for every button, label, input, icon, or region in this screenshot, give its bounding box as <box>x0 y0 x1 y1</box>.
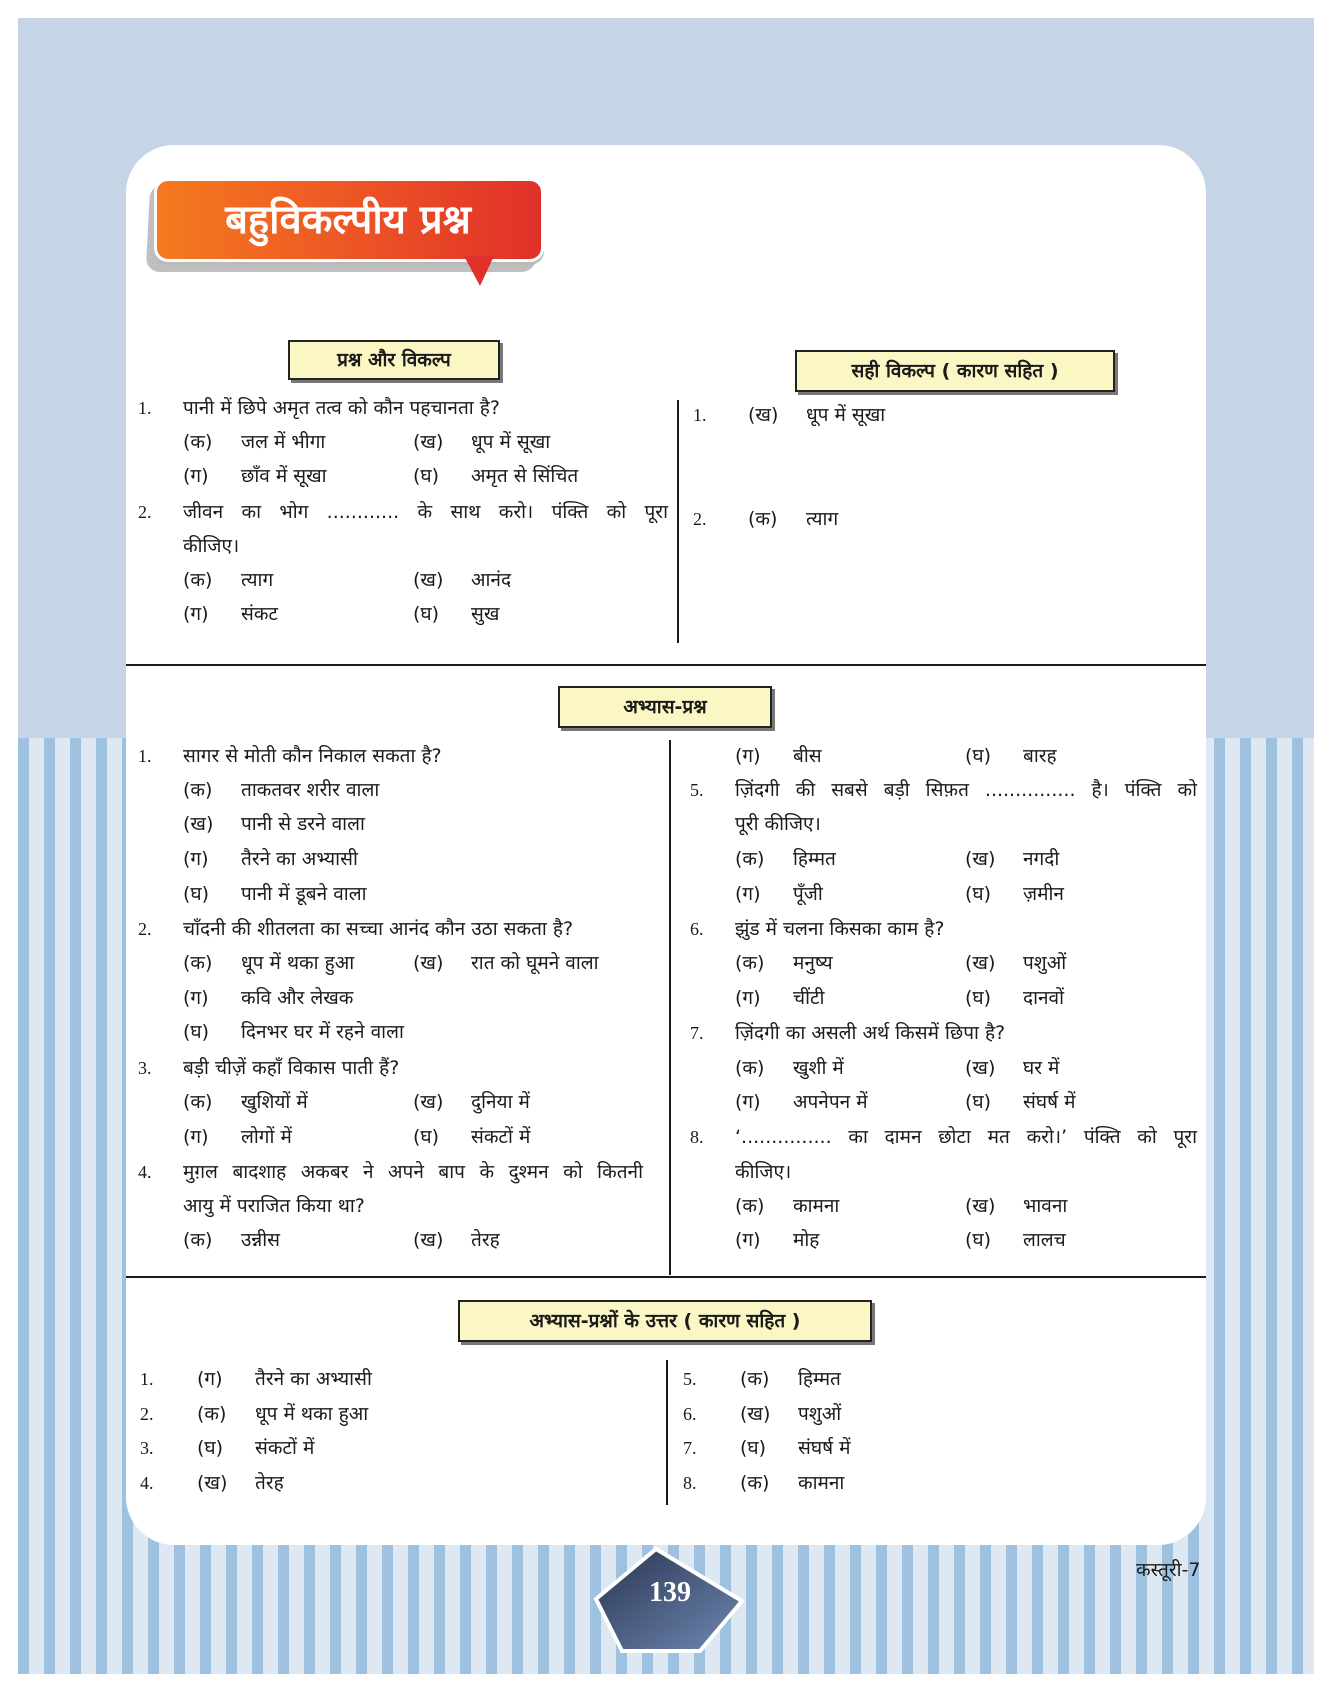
option: (ग) तैरने का अभ्यासी <box>183 848 358 870</box>
answer-number: 7. <box>683 1438 697 1458</box>
question-text: कीजिए। <box>735 1161 792 1183</box>
answer-number: 3. <box>140 1438 154 1458</box>
section-divider <box>126 664 1206 666</box>
answer: (ख) धूप में सूखा <box>748 404 886 426</box>
answer: (घ) संघर्ष में <box>740 1437 851 1459</box>
question-number: 4. <box>138 1162 152 1182</box>
option: (ख) भावना <box>965 1195 1068 1217</box>
answer-number: 8. <box>683 1473 697 1493</box>
question-number: 2. <box>138 919 152 939</box>
option: (ख) धूप में सूखा <box>413 431 551 453</box>
question-text: ‘............... का दामन छोटा मत करो।’ पंक्ति को पूरा <box>735 1126 1197 1148</box>
question-number: 5. <box>690 780 704 800</box>
option: (ग) संकट <box>183 603 279 625</box>
banner-title: बहुविकल्पीय प्रश्न <box>225 197 471 243</box>
question-text: जीवन का भोग ............ के साथ करो। पंक्ति को पूरा <box>183 501 668 523</box>
option: (घ) संघर्ष में <box>965 1091 1076 1113</box>
option: (क) खुशियों में <box>183 1091 308 1113</box>
answers-label: सही विकल्प ( कारण सहित ) <box>795 350 1115 392</box>
page-number-badge <box>590 1545 750 1655</box>
option: (घ) लालच <box>965 1229 1066 1251</box>
section-divider <box>126 1276 1206 1278</box>
answer: (क) हिम्मत <box>740 1368 841 1390</box>
question-text: पूरी कीजिए। <box>735 813 821 835</box>
answer: (क) कामना <box>740 1472 845 1494</box>
column-divider <box>669 740 671 1275</box>
option: (ग) चींटी <box>735 987 825 1009</box>
option: (क) जल में भीगा <box>183 431 326 453</box>
question-text: मुग़ल बादशाह अकबर ने अपने बाप के दुश्मन को कितनी <box>183 1161 643 1183</box>
question-text: आयु में पराजित किया था? <box>183 1195 365 1217</box>
option: (ख) नगदी <box>965 848 1060 870</box>
option: (ख) घर में <box>965 1057 1060 1079</box>
question-text: ज़िंदगी की सबसे बड़ी सिफ़त ............... है। पंक्ति को <box>735 779 1197 801</box>
answer: (घ) संकटों में <box>197 1437 315 1459</box>
question-text: ज़िंदगी का असली अर्थ किसमें छिपा है? <box>735 1022 1006 1044</box>
answer: (ख) तेरह <box>197 1472 284 1494</box>
practice-answers-label: अभ्यास-प्रश्नों के उत्तर ( कारण सहित ) <box>458 1300 872 1342</box>
option: (ख) रात को घूमने वाला <box>413 952 599 974</box>
question-text: बड़ी चीज़ें कहाँ विकास पाती हैं? <box>183 1057 400 1079</box>
question-text: सागर से मोती कौन निकाल सकता है? <box>183 745 442 767</box>
option: (ग) मोह <box>735 1229 820 1251</box>
option: (ग) पूँजी <box>735 883 823 905</box>
option: (ग) लोगों में <box>183 1126 292 1148</box>
option: (क) धूप में थका हुआ <box>183 952 355 974</box>
option: (घ) बारह <box>965 745 1057 767</box>
option: (ख) पशुओं <box>965 952 1067 974</box>
questions-label: प्रश्न और विकल्प <box>288 340 500 380</box>
column-divider <box>666 1360 668 1505</box>
answer: (ख) पशुओं <box>740 1403 842 1425</box>
question-number: 1. <box>138 398 152 418</box>
question-number: 7. <box>690 1023 704 1043</box>
question-text: पानी में छिपे अमृत तत्व को कौन पहचानता है? <box>183 397 500 419</box>
answer-number: 2. <box>140 1404 154 1424</box>
option: (क) मनुष्य <box>735 952 833 974</box>
option: (क) ताकतवर शरीर वाला <box>183 779 380 801</box>
option: (क) खुशी में <box>735 1057 844 1079</box>
question-text: झुंड में चलना किसका काम है? <box>735 918 945 940</box>
column-divider <box>677 400 679 643</box>
book-label: कस्तूरी-7 <box>1136 1559 1201 1581</box>
option: (क) हिम्मत <box>735 848 836 870</box>
option: (घ) दानवों <box>965 987 1065 1009</box>
answer-number: 2. <box>693 509 707 529</box>
option: (घ) पानी में डूबने वाला <box>183 883 367 905</box>
option: (घ) ज़मीन <box>965 883 1064 905</box>
option: (ख) दुनिया में <box>413 1091 530 1113</box>
option: (ग) बीस <box>735 745 822 767</box>
answer-number: 4. <box>140 1473 154 1493</box>
page-number: 139 <box>649 1577 691 1608</box>
option: (घ) सुख <box>413 603 500 625</box>
question-text: कीजिए। <box>183 535 240 557</box>
option: (ग) अपनेपन में <box>735 1091 868 1113</box>
option: (ग) कवि और लेखक <box>183 987 354 1009</box>
answer: (ग) तैरने का अभ्यासी <box>197 1368 372 1390</box>
option: (ग) छाँव में सूखा <box>183 465 327 487</box>
question-number: 1. <box>138 746 152 766</box>
section-banner <box>148 178 548 278</box>
question-number: 6. <box>690 919 704 939</box>
option: (ख) आनंद <box>413 569 512 591</box>
option: (क) उन्नीस <box>183 1229 281 1251</box>
answer-number: 6. <box>683 1404 697 1424</box>
option: (घ) संकटों में <box>413 1126 531 1148</box>
option: (घ) अमृत से सिंचित <box>413 465 579 487</box>
question-text: चाँदनी की शीतलता का सच्चा आनंद कौन उठा सकता है? <box>183 918 574 940</box>
answer-number: 5. <box>683 1369 697 1389</box>
question-number: 3. <box>138 1058 152 1078</box>
option: (घ) दिनभर घर में रहने वाला <box>183 1021 404 1043</box>
answer: (क) धूप में थका हुआ <box>197 1403 369 1425</box>
option: (क) कामना <box>735 1195 840 1217</box>
option: (ख) तेरह <box>413 1229 500 1251</box>
question-number: 2. <box>138 502 152 522</box>
practice-label: अभ्यास-प्रश्न <box>558 686 772 728</box>
question-number: 8. <box>690 1127 704 1147</box>
answer: (क) त्याग <box>748 508 839 530</box>
answer-number: 1. <box>693 405 707 425</box>
answer-number: 1. <box>140 1369 154 1389</box>
option: (ख) पानी से डरने वाला <box>183 813 365 835</box>
option: (क) त्याग <box>183 569 274 591</box>
